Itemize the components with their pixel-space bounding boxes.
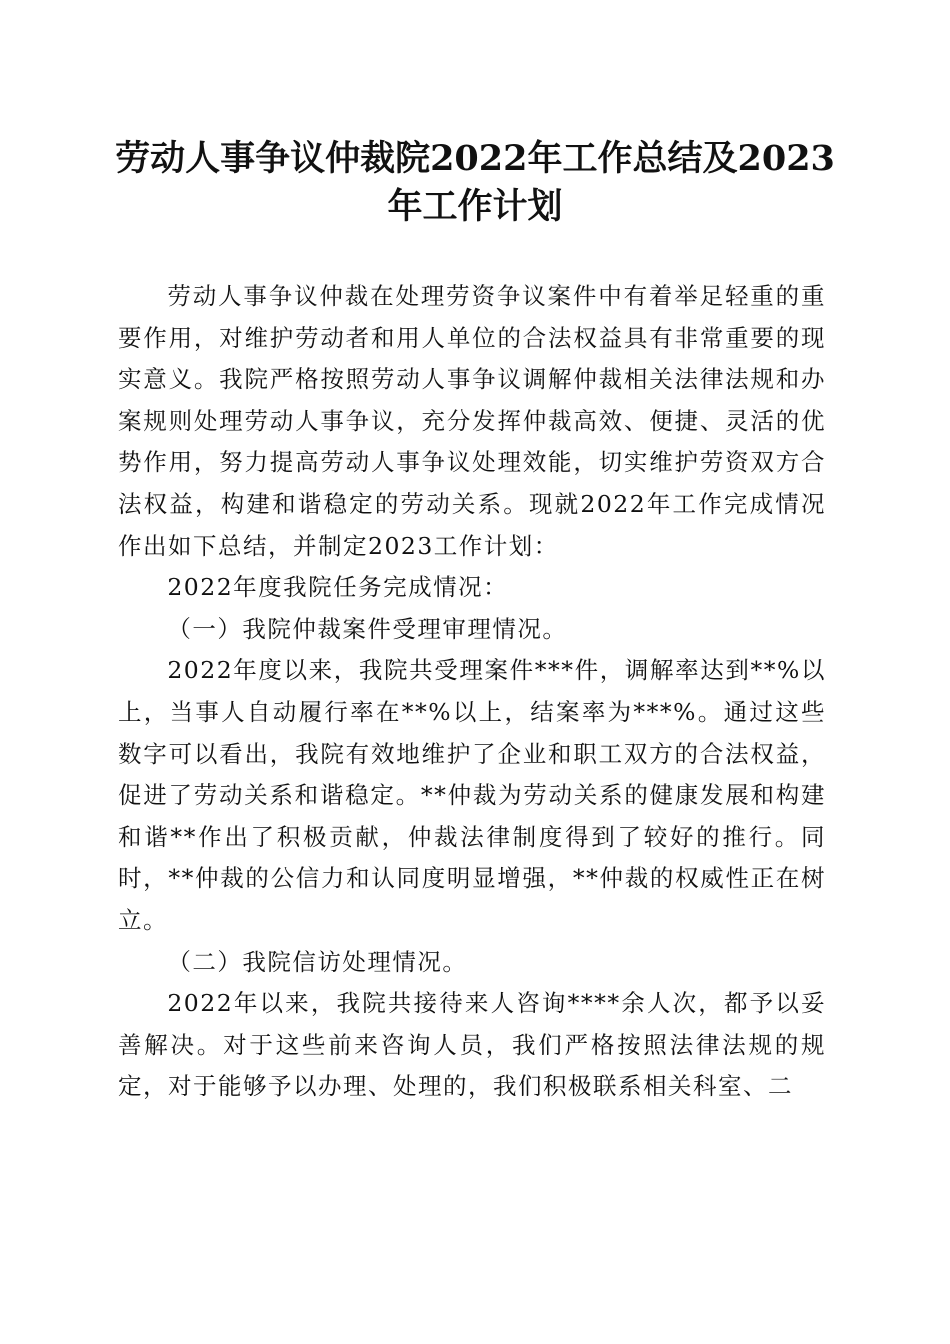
petition-paragraph: 2022年以来，我院共接待来人咨询****余人次，都予以妥善解决。对于这些前来咨询人员，我们严格按照法律法规的规定，对于能够予以办理、处理的，我们积极联系相关科室、二	[118, 989, 826, 1101]
document-title: 劳动人事争议仲裁院2022年工作总结及2023年工作计划	[115, 138, 835, 227]
case-stats-paragraph: 2022年度以来，我院共受理案件***件，调解率达到**%以上，当事人自动履行率在**%以上，结案率为***%。通过这些数字可以看出，我院有效地维护了企业和职工双方的合法权益，促进了劳动关系和谐稳定。**仲裁为劳动关系的健康发展和构建和谐**作出了积极贡献，仲裁法律制度得到了较好的推行。同时，**仲裁的公信力和认同度明显增强，**仲裁的权威性正在树立。	[118, 656, 826, 934]
section-heading-one: （一）我院仲裁案件受理审理情况。	[167, 614, 568, 643]
intro-paragraph: 劳动人事争议仲裁在处理劳资争议案件中有着举足轻重的重要作用，对维护劳动者和用人单位的合法权益具有非常重要的现实意义。我院严格按照劳动人事争议调解仲裁相关法律法规和办案规则处理劳动人事争议，充分发挥仲裁高效、便捷、灵活的优势作用，努力提高劳动人事争议处理效能，切实维护劳资双方合法权益，构建和谐稳定的劳动关系。现就2022年工作完成情况作出如下总结，并制定2023工作计划：	[118, 282, 826, 560]
document-body	[118, 276, 826, 1108]
section-lead-paragraph: 2022年度我院任务完成情况：	[167, 573, 509, 602]
section-heading-two: （二）我院信访处理情况。	[167, 947, 468, 976]
